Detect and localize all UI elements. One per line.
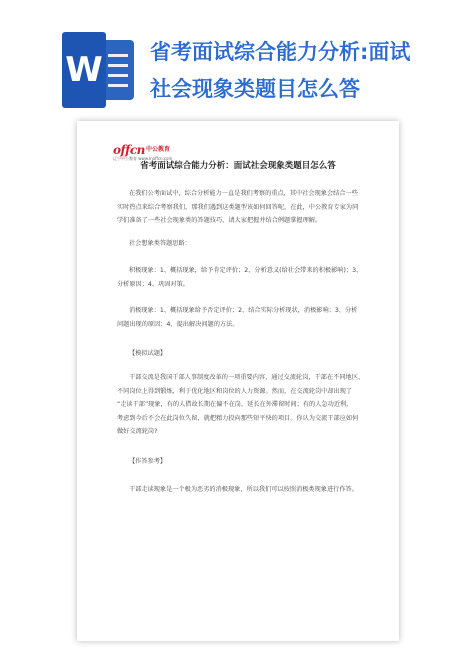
paragraph-answer: 干部走读现象是一个极为恶劣的消极现象，所以我们可以按照消极类现象进行作答。	[129, 486, 358, 493]
document-page	[77, 121, 399, 641]
logo-name: 中公教育	[146, 146, 171, 153]
word-icon-letter: W	[62, 32, 106, 108]
word-icon	[62, 32, 134, 108]
paragraph-question: 干部交流是我国干部人事制度改革的一项重要内容，通过交流轮岗，干部在不同地区、 不同岗位上得到锻炼，利于优化地区和岗位的人力资源。然而，在交流轮岗中却出现了 “走读干部”现象，有的人借故长期在偏不在岗，延长在外滞留时间；有的人急功近利， 考虑到今后不会在此岗位久留，就把精力投向那些短平快的项目。你认为交流干部应如何 做好交流轮岗?	[117, 374, 365, 436]
logo-brand: offcn	[113, 143, 145, 157]
paragraph-negative: 消极现象：1、概括现象给予否定评价；2、结合实际分析现状，消极影响；3、分析 问题出现的原因；4、提出解决问题的方法。	[117, 307, 358, 328]
page-title-line-2: 社会现象类题目怎么答	[150, 77, 360, 101]
paragraph-approach-heading: 社会想象类答题思路：	[129, 240, 191, 247]
paragraph-intro: 在我们公考面试中，综合分析能力一直是我们考察的重点，其中社会现象会结合一些 实时热点来综合考察我们，那我们遇到这类题型该如何回答呢，在此，中公教育专家为同 学们准备了一些社会现象类的答题技巧，请大家把握并结合例题掌握理解。	[117, 190, 359, 225]
logo-tagline: 辽宁中公教育 www.lnoffcn.com	[113, 156, 173, 161]
paragraph-positive: 积极现象：1、概括现象，给予肯定评价；2、分析意义(给社会带来的积极影响)；3、 分析原因；4、巩固对策。	[117, 267, 363, 288]
page-title-line-1: 省考面试综合能力分析:面试	[150, 40, 411, 64]
page-title	[150, 34, 460, 108]
document-title: 省考面试综合能力分析：面试社会现象类题目怎么答	[140, 161, 336, 171]
paragraph-reference-heading: 【作答参考】	[129, 458, 167, 465]
paragraph-mock-heading: 【模拟试题】	[129, 350, 167, 357]
